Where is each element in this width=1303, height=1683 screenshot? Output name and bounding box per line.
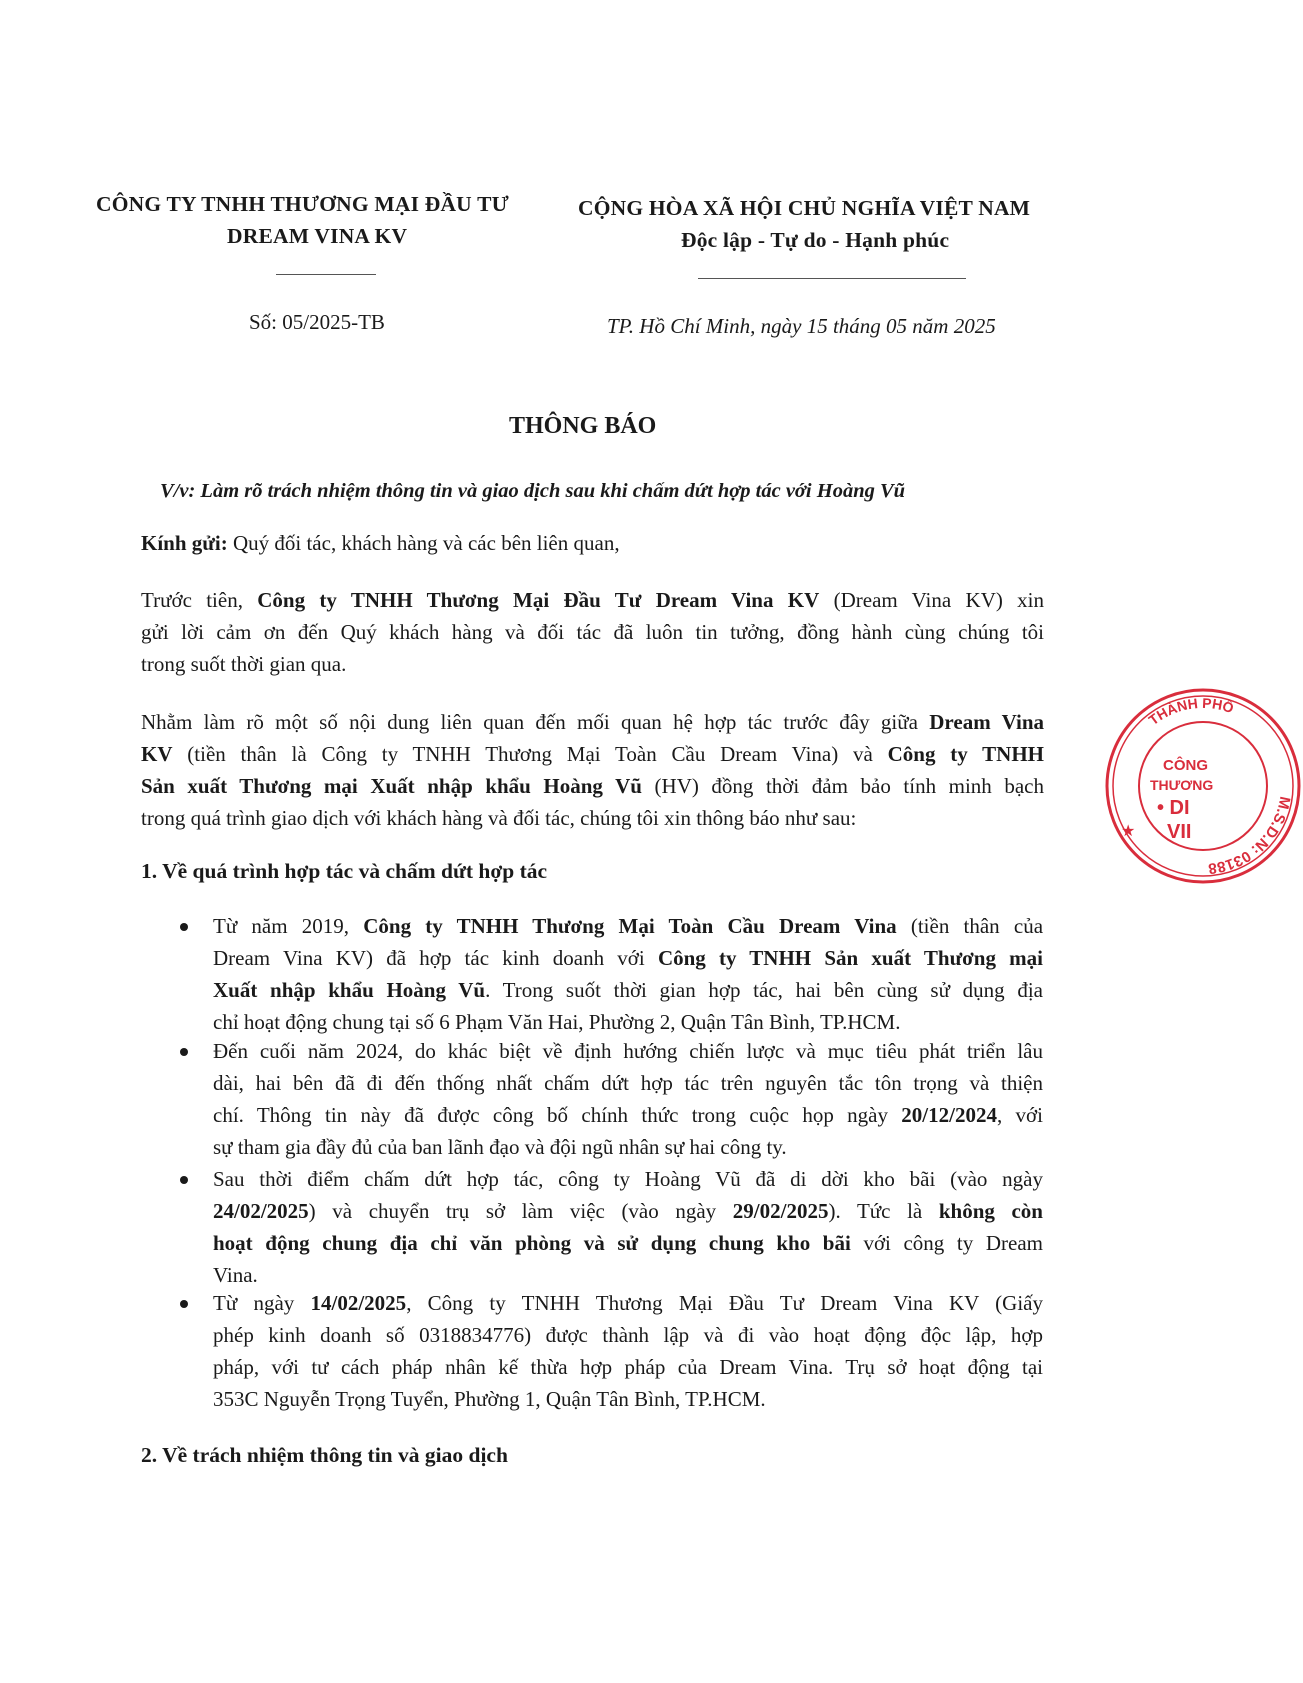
bullet-4-dot — [180, 1300, 188, 1308]
b3-l2b: ) và chuyển trụ sở làm việc (vào ngày — [308, 1199, 733, 1223]
intro-l1a: Trước tiên, — [141, 588, 258, 612]
b3-l3b: với công ty Dream — [850, 1231, 1043, 1255]
document-subject: V/v: Làm rõ trách nhiệm thông tin và giao dịch sau khi chấm dứt hợp tác với Hoàng Vũ — [160, 480, 906, 502]
context-line-2 — [141, 738, 1044, 770]
b2-line-1: Đến cuối năm 2024, do khác biệt về định hướng chiến lược và mục tiêu phát triển lâu — [213, 1039, 1043, 1063]
greeting-text: Quý đối tác, khách hàng và các bên liên quan, — [227, 531, 620, 555]
b4-l1a: Từ ngày — [213, 1291, 311, 1315]
nation-motto: Độc lập - Tự do - Hạnh phúc — [681, 228, 950, 252]
context-l2a: KV — [141, 742, 173, 766]
intro-line-1 — [141, 584, 1044, 616]
seal-star: ★ — [1121, 821, 1136, 840]
b4-l1b: 14/02/2025 — [310, 1291, 407, 1315]
b2-line-2: dài, hai bên đã đi đến thống nhất chấm dứt hợp tác trên nguyên tắc tôn trọng và thiện — [213, 1071, 1043, 1095]
b3-line-4: Vina. — [213, 1263, 258, 1287]
b1-l1a: Từ năm 2019, — [213, 914, 364, 938]
context-line-3 — [141, 770, 1044, 802]
bullet-3-text — [213, 1163, 1043, 1291]
intro-paragraph — [141, 584, 1044, 680]
b4-line-2: phép kinh doanh số 0318834776) được thành lập và đi vào hoạt động độc lập, hợp — [213, 1323, 1043, 1347]
b2-line-4: sự tham gia đầy đủ của ban lãnh đạo và đội ngũ nhân sự hai công ty. — [213, 1135, 787, 1159]
seal-center-4: VII — [1167, 821, 1192, 843]
nation-title: CỘNG HÒA XÃ HỘI CHỦ NGHĨA VIỆT NAM — [578, 196, 1031, 220]
b1-l2b: Công ty TNHH Sản xuất Thương mại — [657, 946, 1044, 970]
motto-underline — [698, 278, 966, 279]
context-line-4: trong quá trình giao dịch với khách hàng và đối tác, chúng tôi xin thông báo như sau: — [141, 806, 857, 830]
company-name-line1: CÔNG TY TNHH THƯƠNG MẠI ĐẦU TƯ — [96, 192, 509, 216]
b2-l3a: chí. Thông tin này đã được công bố chính thức trong cuộc họp ngày — [213, 1103, 902, 1127]
document-number: Số: 05/2025-TB — [249, 310, 385, 334]
b1-l2a: Dream Vina KV) đã hợp tác kinh doanh với — [213, 946, 658, 970]
intro-l1c: (Dream Vina KV) xin — [819, 588, 1045, 612]
company-seal — [1103, 686, 1303, 886]
b4-line-4: 353C Nguyễn Trọng Tuyển, Phường 1, Quận Tân Bình, TP.HCM. — [213, 1387, 766, 1411]
company-name-line2: DREAM VINA KV — [227, 224, 408, 248]
seal-ring-text: M.S.D.N: 03188 — [1207, 794, 1294, 877]
b4-l1c: , Công ty TNHH Thương Mại Đầu Tư Dream Vina KV (Giấy — [406, 1291, 1044, 1315]
context-l2b: (tiền thân là Công ty TNHH Thương Mại Toàn Cầu Dream Vina) và — [172, 742, 888, 766]
b1-line-4: chỉ hoạt động chung tại số 6 Phạm Văn Hai, Phường 2, Quận Tân Bình, TP.HCM. — [213, 1010, 901, 1034]
b1-line-3 — [213, 974, 1043, 1006]
b3-l3a: hoạt động chung địa chỉ văn phòng và sử dụng chung kho bãi — [213, 1231, 851, 1255]
b1-l3b: . Trong suốt thời gian hợp tác, hai bên cùng sử dụng địa — [485, 978, 1043, 1002]
b2-l3b: 20/12/2024 — [901, 1103, 997, 1127]
context-l3a: Sản xuất Thương mại Xuất nhập khẩu Hoàng Vũ — [141, 774, 642, 798]
document-title: THÔNG BÁO — [509, 413, 657, 439]
b1-l1b: Công ty TNHH Thương Mại Toàn Cầu Dream Vina — [363, 914, 897, 938]
context-paragraph — [141, 706, 1044, 834]
bullet-2-text — [213, 1035, 1043, 1163]
section-1-heading: 1. Về quá trình hợp tác và chấm dứt hợp tác — [141, 859, 548, 883]
bullet-4-text — [213, 1287, 1043, 1415]
b3-line-2 — [213, 1195, 1043, 1227]
intro-line-2: gửi lời cảm ơn đến Quý khách hàng và đối tác đã luôn tin tưởng, đồng hành cùng chúng tôi — [141, 620, 1044, 644]
company-underline — [276, 274, 376, 275]
bullet-2-dot — [180, 1048, 188, 1056]
b1-l3a: Xuất nhập khẩu Hoàng Vũ — [213, 978, 486, 1002]
b3-line-3 — [213, 1227, 1043, 1259]
seal-center-2: THƯƠNG — [1150, 777, 1214, 793]
bullet-1-dot — [180, 923, 188, 931]
b3-line-1: Sau thời điểm chấm dứt hợp tác, công ty Hoàng Vũ đã di dời kho bãi (vào ngày — [213, 1167, 1043, 1191]
b1-line-2 — [213, 942, 1043, 974]
place-date: TP. Hồ Chí Minh, ngày 15 tháng 05 năm 2025 — [607, 314, 996, 338]
greeting — [141, 531, 620, 556]
context-l1b: Dream Vina — [929, 710, 1044, 734]
b3-l2d: ). Tức là — [828, 1199, 939, 1223]
bullet-3-dot — [180, 1176, 188, 1184]
seal-center-1: CÔNG — [1163, 757, 1208, 774]
b3-l2a: 24/02/2025 — [213, 1199, 309, 1223]
context-line-1 — [141, 706, 1044, 738]
seal-ring-text-bottom: THÀNH PHỐ — [1145, 694, 1236, 729]
b1-line-1 — [213, 910, 1043, 942]
context-l1a: Nhằm làm rõ một số nội dung liên quan đến mối quan hệ hợp tác trước đây giữa — [141, 710, 930, 734]
company-name-bold: Công ty TNHH Thương Mại Đầu Tư Dream Vina KV — [257, 588, 820, 612]
section-2-heading: 2. Về trách nhiệm thông tin và giao dịch — [141, 1443, 508, 1467]
intro-line-3: trong suốt thời gian qua. — [141, 652, 347, 676]
b3-l2e: không còn — [938, 1199, 1043, 1223]
b4-line-3: pháp, với tư cách pháp nhân kế thừa hợp pháp của Dream Vina. Trụ sở hoạt động tại — [213, 1355, 1043, 1379]
seal-center-3: • DI — [1157, 797, 1190, 819]
b2-line-3 — [213, 1099, 1043, 1131]
b1-l1c: (tiền thân của — [896, 914, 1044, 938]
b2-l3c: , với — [996, 1103, 1043, 1127]
greeting-label: Kính gửi: — [141, 531, 228, 555]
bullet-1-text — [213, 910, 1043, 1038]
context-l2c: Công ty TNHH — [887, 742, 1044, 766]
b3-l2c: 29/02/2025 — [732, 1199, 829, 1223]
context-l3b: (HV) đồng thời đảm bảo tính minh bạch — [641, 774, 1045, 798]
b4-line-1 — [213, 1287, 1043, 1319]
